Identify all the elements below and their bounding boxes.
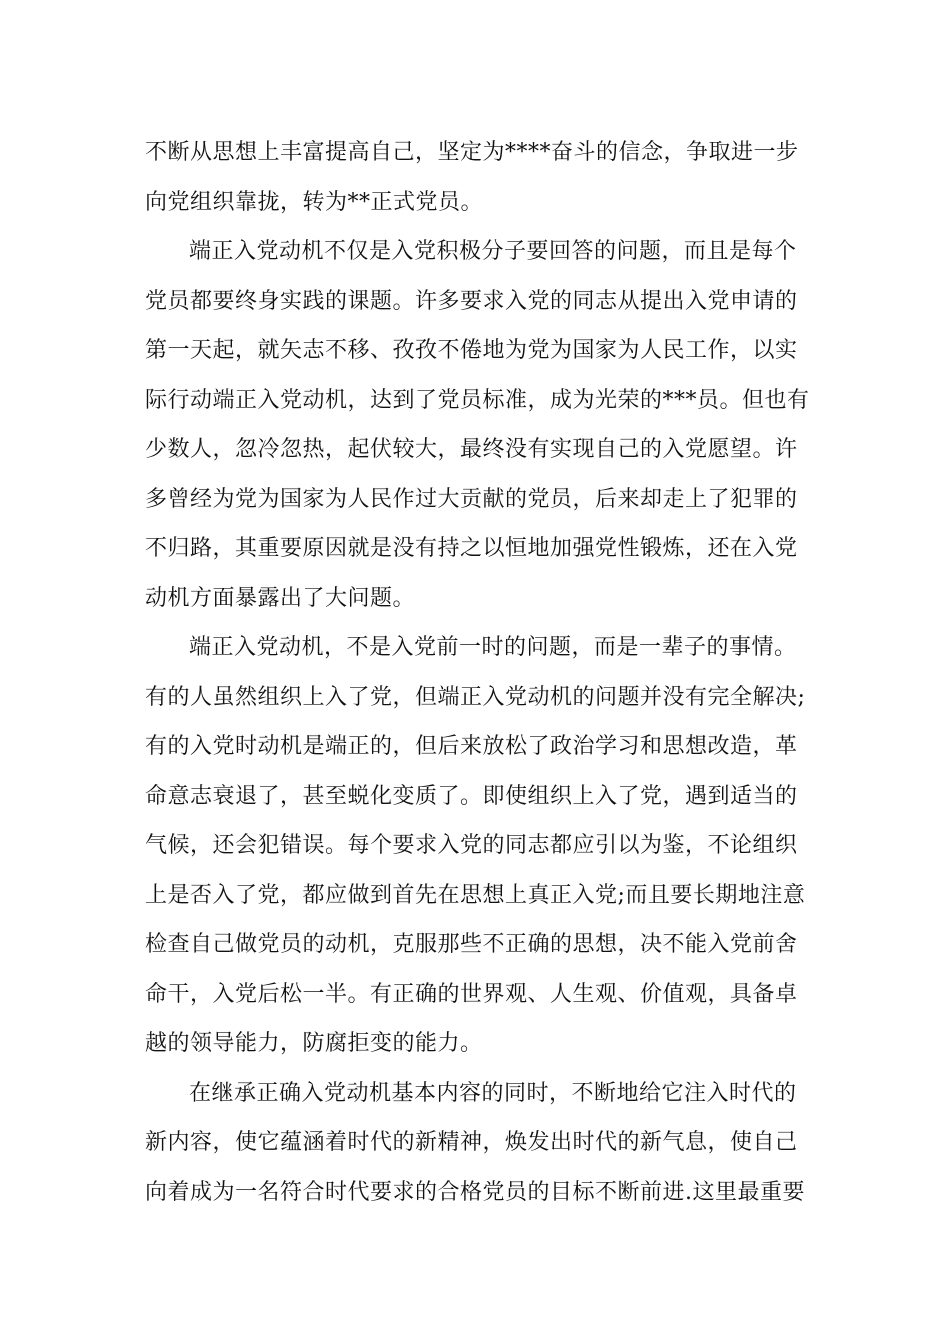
text-line: 检查自己做党员的动机，克服那些不正确的思想，决不能入党前舍 <box>145 932 798 957</box>
text-line: 气候，还会犯错误。每个要求入党的同志都应引以为鉴，不论组织 <box>145 833 798 858</box>
text-line: 动机方面暴露出了大问题。 <box>145 585 416 611</box>
paragraph <box>145 1069 810 1218</box>
text-line: 少数人，忽冷忽热，起伏较大，最终没有实现自己的入党愿望。许 <box>145 437 798 462</box>
text-line: 向着成为一名符合时代要求的合格党员的目标不断前进.这里最重要 <box>145 1179 805 1205</box>
paragraph <box>145 128 810 227</box>
paragraph <box>145 623 810 1069</box>
text-line: 际行动端正入党动机，达到了党员标准，成为光荣的***员。但也有 <box>145 387 810 413</box>
document-body <box>145 128 810 1217</box>
text-line: 向党组织靠拢，转为**正式党员。 <box>145 189 484 215</box>
text-line: 越的领导能力，防腐拒变的能力。 <box>145 1031 483 1056</box>
text-line: 新内容，使它蕴涵着时代的新精神，焕发出时代的新气息，使自己 <box>145 1130 798 1155</box>
text-line: 有的人虽然组织上入了党，但端正入党动机的问题并没有完全解决; <box>145 684 806 710</box>
text-line: 第一天起，就矢志不移、孜孜不倦地为党为国家为人民工作，以实 <box>145 338 798 363</box>
text-line: 不归路，其重要原因就是没有持之以恒地加强党性锻炼，还在入党 <box>145 536 798 561</box>
text-line: 上是否入了党，都应做到首先在思想上真正入党;而且要长期地注意 <box>145 882 806 908</box>
text-line: 不断从思想上丰富提高自己，坚定为****奋斗的信念，争取进一步 <box>145 140 799 165</box>
text-line: 党员都要终身实践的课题。许多要求入党的同志从提出入党申请的 <box>145 288 798 314</box>
text-line: 有的入党时动机是端正的，但后来放松了政治学习和思想改造，革 <box>145 734 798 759</box>
text-line: 命干，入党后松一半。有正确的世界观、人生观、价值观，具备卓 <box>145 981 798 1007</box>
text-line: 命意志衰退了，甚至蜕化变质了。即使组织上入了党，遇到适当的 <box>145 783 798 809</box>
text-line: 在继承正确入党动机基本内容的同时，不断地给它注入时代的 <box>189 1080 797 1106</box>
text-line: 端正入党动机，不是入党前一时的问题，而是一辈子的事情。 <box>189 635 797 660</box>
paragraph <box>145 227 810 623</box>
text-line: 端正入党动机不仅是入党积极分子要回答的问题，而且是每个 <box>189 239 797 264</box>
text-line: 多曾经为党为国家为人民作过大贡献的党员，后来却走上了犯罪的 <box>145 486 798 512</box>
